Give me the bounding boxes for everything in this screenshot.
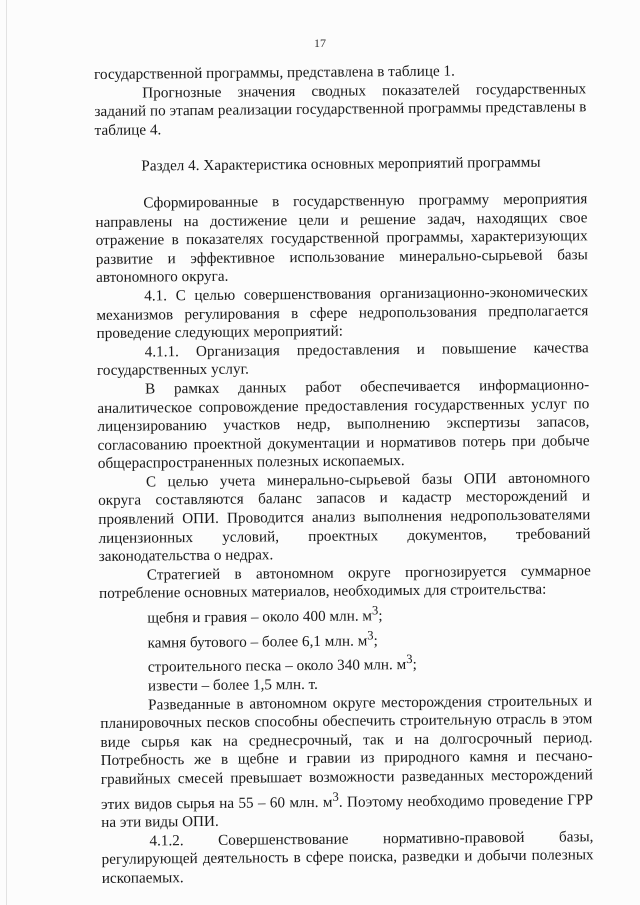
paragraph-4-1: 4.1. С целью совершенствования организационно-экономических механизмов регулирования в сфере недропользования предполагается проведение следующих мероприятий: — [96, 283, 589, 343]
page-body — [94, 61, 594, 888]
material-item: извести – более 1,5 млн. т. — [147, 675, 319, 695]
material-item: щебня и гравия – около 400 млн. $м^3$; — [147, 603, 383, 627]
paragraph-strategy: Стратегией в автономном округе прогнозируется суммарное потребление основных материалов, необходимых для строительства: — [98, 562, 591, 603]
paragraph-services: В рамках данных работ обеспечивается информационно-аналитическое сопровождение предоставления государственных услуг по лицензированию участков недр, выполнению экспертизы запасов, согласованию проектной документации и нормативов потерь при добыче общераспространенных полезных ископаемых. — [97, 376, 590, 473]
material-item: камня бутового – более 6,1 млн. $м^3$; — [147, 628, 378, 652]
paragraph-table-ref: государственной программы, представлена в таблице 1. — [94, 62, 455, 83]
paragraph-deposits: Разведанные в автономном округе месторождения строительных и планировочных песков способны обеспечить строительную отрасль в этом виде сырья как на среднесрочный, так и на долгосрочный период. Потребность же в щебне и гравии из природного камня и песчано-гравийных смесей превышает возможности разведанных месторождений этих видов сырья на 55 – 60 млн. $м^3$. Поэтому необходимо проведение ГРР на эти виды ОПИ. — [100, 691, 594, 832]
material-item: строительного песка – около 340 млн. $м^3$; — [147, 652, 417, 676]
paragraph-4-1-2: 4.1.2. Совершенствование нормативно-правовой базы, регулирующей деятельность в сфере поиска, разведки и добычи полезных ископаемых. — [101, 828, 594, 887]
paragraph-forecast: Прогнозные значения сводных показателей государственных заданий по этапам реализации государственной программы представлены в таблице 4. — [94, 79, 587, 139]
paragraph-4-1-1: 4.1.1. Организация предоставления и повышение качества государственных услуг. — [96, 338, 589, 380]
section-heading: Раздел 4. Характеристика основных мероприятий программы — [141, 154, 541, 175]
paragraph-measures-intro: Сформированные в государственную программу мероприятия направлены на достижение цели и решение задач, находящих свое отражение в показателях государственной программы, характеризующих развитие и эффективное использование минерально-сырьевой базы автономного округа. — [95, 190, 588, 287]
page-number: 17 — [314, 36, 326, 50]
paragraph-cadastre: С целью учета минерально-сырьевой базы ОПИ автономного округа составляются баланс запасов и кадастр месторождений и проявлений ОПИ. Проводится анализ выполнения недропользователями лицензионных условий, проектных документов, требований законодательства о недрах. — [98, 469, 591, 566]
